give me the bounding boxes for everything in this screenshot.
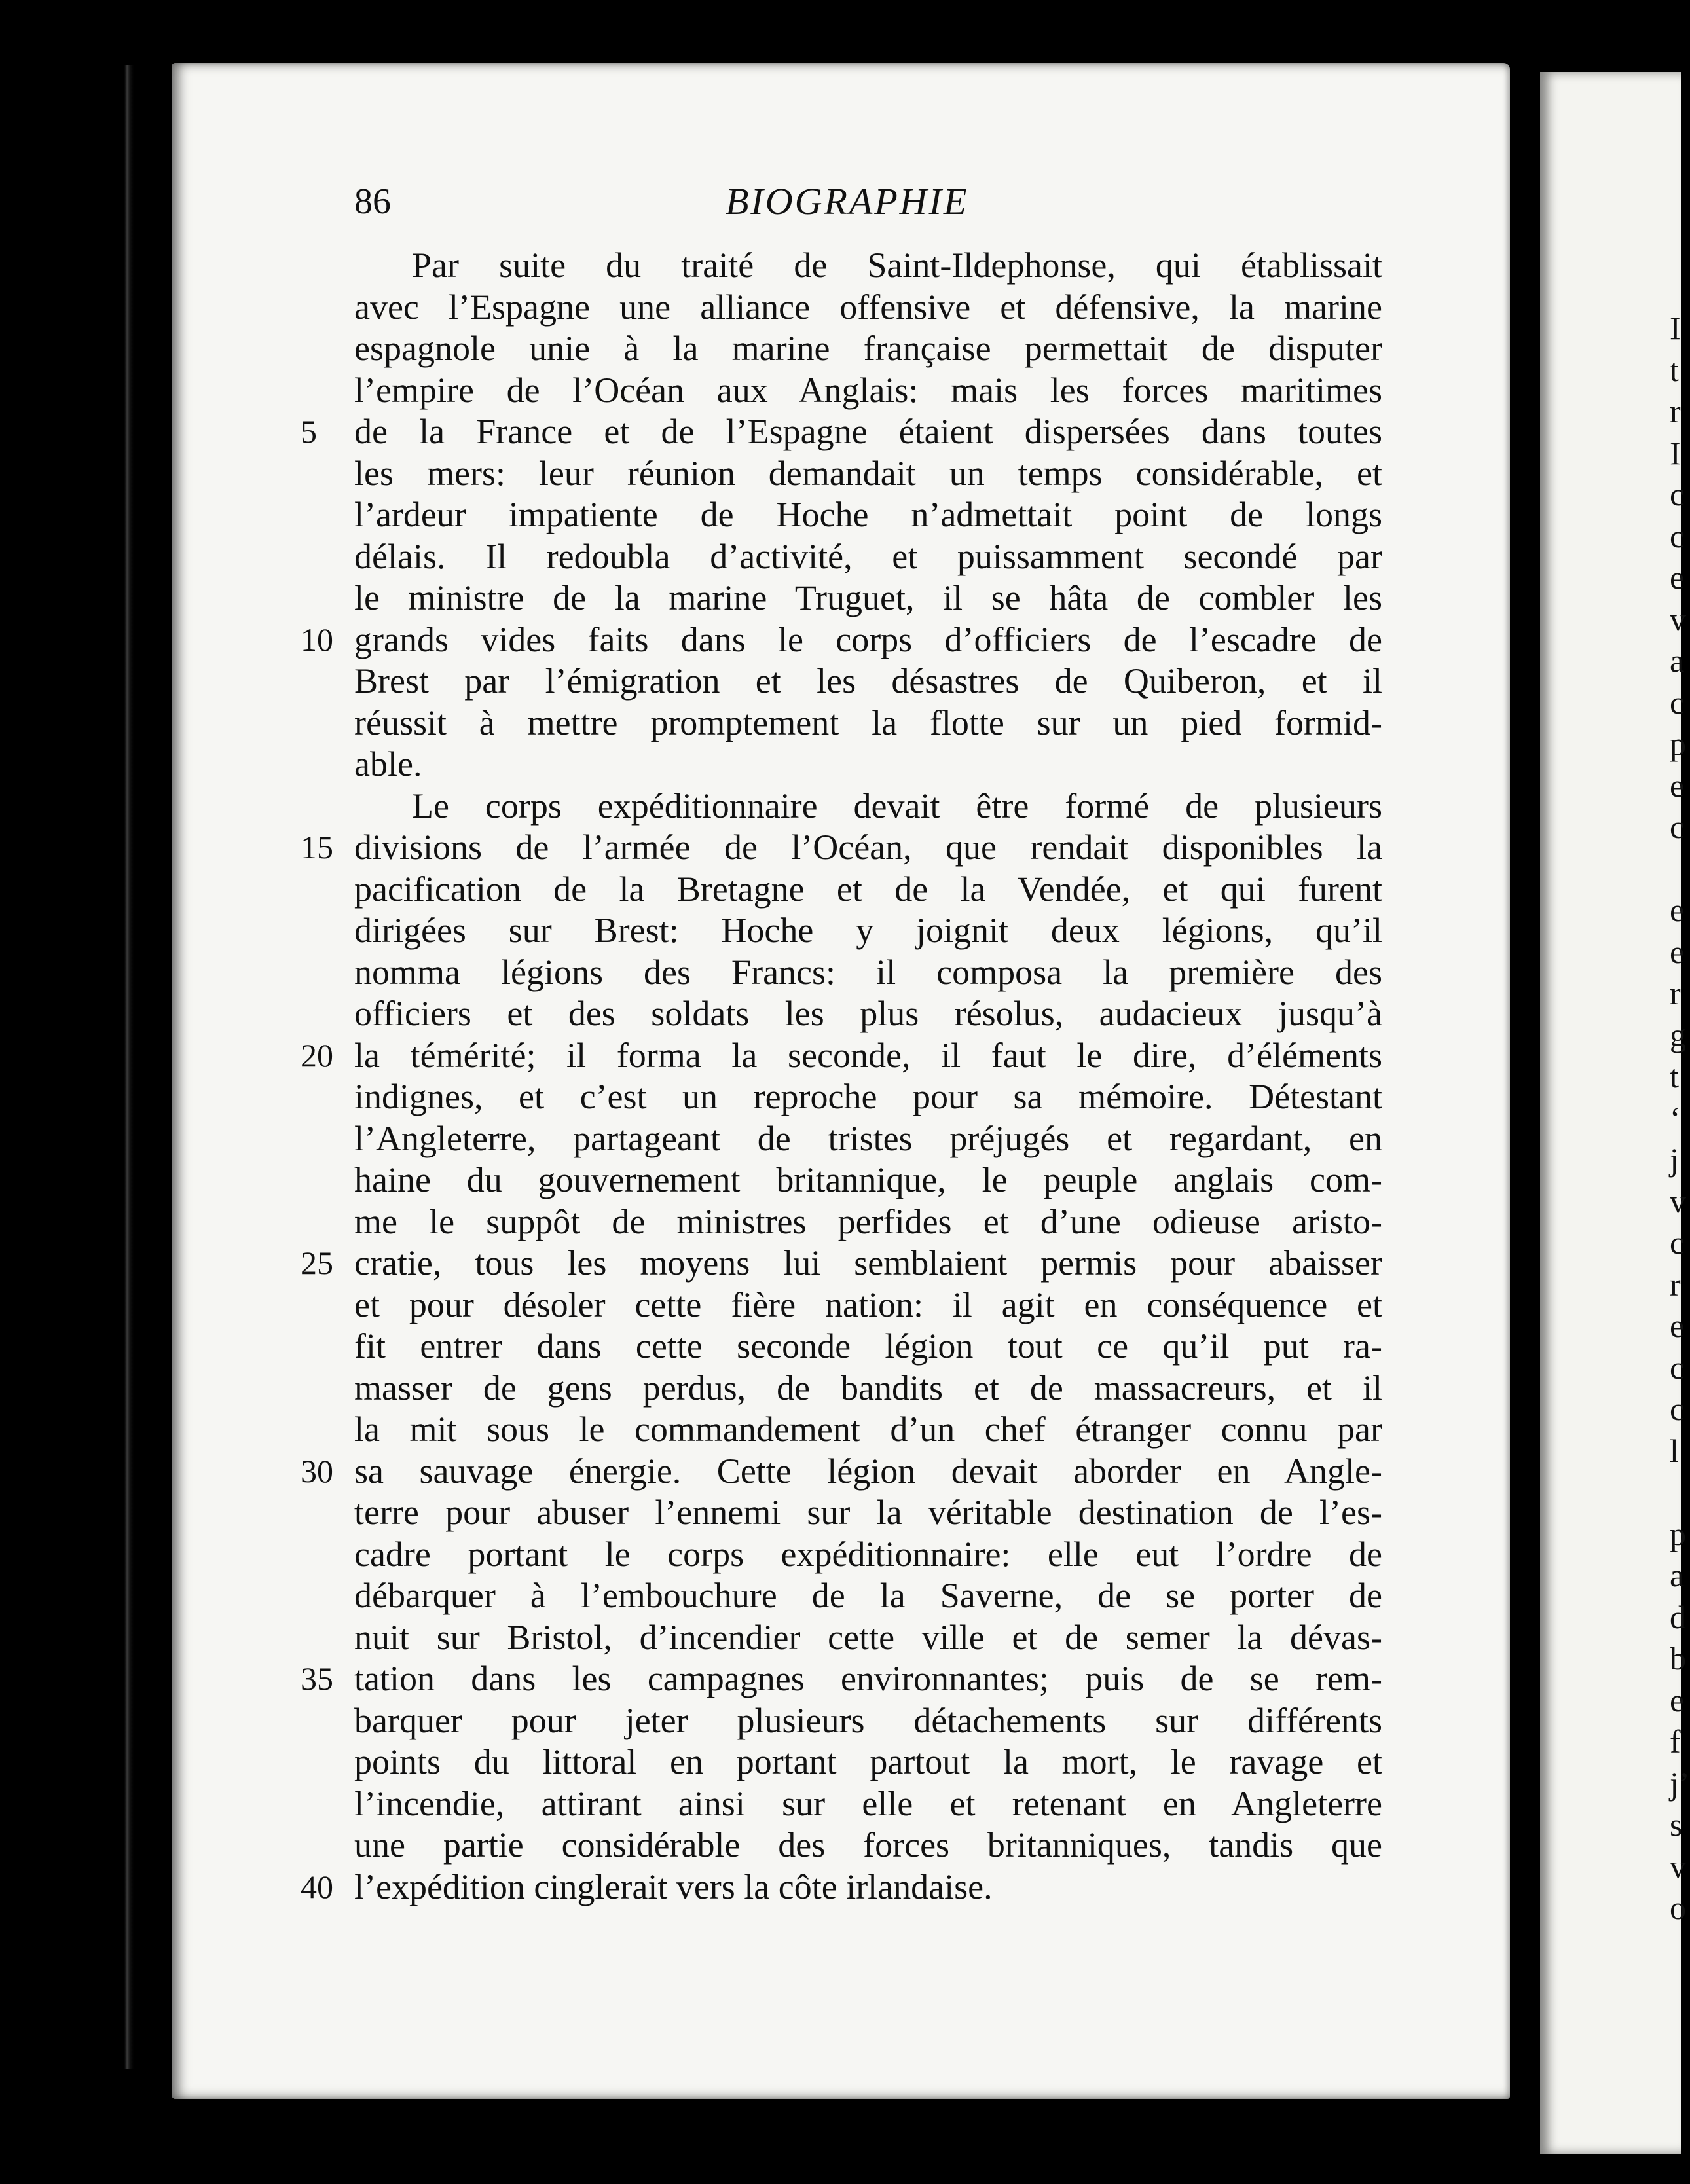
line-text: l’expédition cinglerait vers la côte irlandaise. bbox=[354, 1866, 993, 1906]
line-text: nomma légions des Francs: il composa la première des bbox=[354, 952, 1382, 992]
text-line bbox=[301, 1035, 1382, 1077]
fragment-char: a bbox=[1670, 1557, 1685, 1593]
line-text: de la France et de l’Espagne étaient dispersées dans toutes bbox=[354, 412, 1382, 451]
line-text: et pour désoler cette fière nation: il agit en conséquence et bbox=[354, 1284, 1382, 1324]
text-line bbox=[301, 1866, 1382, 1908]
fragment-char: j’ bbox=[1670, 1764, 1690, 1802]
text-line bbox=[354, 1741, 1382, 1783]
line-text: masser de gens perdus, de bandits et de massacreurs, et il bbox=[354, 1368, 1382, 1408]
text-line bbox=[354, 494, 1382, 536]
fragment-char: e bbox=[1670, 559, 1685, 596]
line-text: sa sauvage énergie. Cette légion devait aborder en Angle- bbox=[354, 1451, 1382, 1491]
line-text: fit entrer dans cette seconde légion tout ce qu’il put ra- bbox=[354, 1326, 1382, 1366]
text-line bbox=[354, 1617, 1382, 1659]
line-text: barquer pour jeter plusieurs détachements sur différents bbox=[354, 1700, 1382, 1740]
fragment-char: c bbox=[1670, 1391, 1685, 1427]
line-text: réussit à mettre promptement la flotte sur un pied formid- bbox=[354, 702, 1382, 742]
text-line bbox=[354, 786, 1382, 828]
fragment-char: g bbox=[1670, 1016, 1686, 1053]
text-line bbox=[354, 702, 1382, 744]
line-text: grands vides faits dans le corps d’officiers de l’escadre de bbox=[354, 619, 1382, 659]
text-line bbox=[354, 1284, 1382, 1326]
line-text: l’incendie, attirant ainsi sur elle et retenant en Angleterre bbox=[354, 1783, 1382, 1823]
text-line bbox=[354, 1326, 1382, 1368]
fragment-char: c bbox=[1670, 809, 1685, 845]
text-line bbox=[301, 1451, 1382, 1493]
line-text: dirigées sur Brest: Hoche y joignit deux légions, qu’il bbox=[354, 911, 1382, 950]
text-line bbox=[354, 328, 1382, 370]
fragment-char: c bbox=[1670, 1224, 1685, 1261]
fragment-char: f bbox=[1670, 1723, 1681, 1760]
fragment-char: d bbox=[1670, 1598, 1686, 1635]
fragment-char: b bbox=[1670, 1640, 1686, 1677]
line-text: la mit sous le commandement d’un chef étranger connu par bbox=[354, 1410, 1382, 1449]
text-line bbox=[354, 370, 1382, 412]
fragment-char: c bbox=[1670, 1349, 1685, 1386]
text-line bbox=[354, 869, 1382, 911]
line-text: la témérité; il forma la seconde, il faut le dire, d’éléments bbox=[354, 1035, 1382, 1075]
fragment-char: c bbox=[1670, 517, 1685, 555]
line-text: able. bbox=[354, 744, 422, 784]
line-number: 25 bbox=[301, 1245, 333, 1281]
text-line bbox=[354, 536, 1382, 578]
line-number: 40 bbox=[301, 1868, 333, 1905]
text-line bbox=[301, 827, 1382, 869]
text-line bbox=[354, 1076, 1382, 1118]
text-line bbox=[301, 619, 1382, 661]
text-line bbox=[354, 1783, 1382, 1825]
body-text bbox=[301, 245, 1382, 1908]
line-text: haine du gouvernement britannique, le peuple anglais com- bbox=[354, 1160, 1382, 1199]
text-line bbox=[354, 1825, 1382, 1866]
line-number: 20 bbox=[301, 1036, 333, 1074]
line-text: les mers: leur réunion demandait un temps considérable, et bbox=[354, 453, 1382, 493]
line-text: nuit sur Bristol, d’incendier cette ville et de semer la dévas- bbox=[354, 1617, 1382, 1657]
text-line bbox=[354, 1159, 1382, 1201]
line-text: délais. Il redoubla d’activité, et puissamment secondé par bbox=[354, 536, 1382, 576]
line-number: 10 bbox=[301, 621, 333, 658]
text-line bbox=[354, 744, 1382, 786]
line-text: débarquer à l’embouchure de la Saverne, de se porter de bbox=[354, 1576, 1382, 1615]
text-line bbox=[354, 1534, 1382, 1576]
fragment-char bbox=[1670, 1472, 1681, 1514]
text-line bbox=[301, 1658, 1382, 1700]
fragment-char: v bbox=[1670, 600, 1686, 638]
text-line bbox=[354, 245, 1382, 287]
text-line bbox=[354, 1575, 1382, 1617]
text-line bbox=[301, 1243, 1382, 1284]
line-text: le ministre de la marine Truguet, il se hâta de combler les bbox=[354, 578, 1382, 617]
text-line bbox=[354, 1492, 1382, 1534]
text-line bbox=[354, 453, 1382, 495]
text-line bbox=[354, 577, 1382, 619]
fragment-char: r bbox=[1670, 975, 1681, 1011]
fragment-char: e bbox=[1670, 933, 1685, 970]
fragment-char: p bbox=[1670, 1515, 1686, 1552]
text-line bbox=[354, 993, 1382, 1035]
fragment-char: a bbox=[1670, 642, 1685, 679]
line-number: 15 bbox=[301, 829, 333, 865]
text-line bbox=[354, 1368, 1382, 1410]
fragment-char: e bbox=[1670, 1307, 1685, 1344]
line-text: cratie, tous les moyens lui semblaient permis pour abaisser bbox=[354, 1243, 1382, 1283]
fragment-char: e bbox=[1670, 1681, 1685, 1719]
line-number: 5 bbox=[301, 413, 317, 450]
scan-background bbox=[0, 0, 124, 2184]
fragment-char: v bbox=[1670, 1847, 1686, 1885]
line-text: Brest par l’émigration et les désastres de Quiberon, et il bbox=[354, 661, 1382, 701]
text-line bbox=[354, 910, 1382, 952]
line-text: Par suite du traité de Saint-Ildephonse, qui établissait bbox=[412, 246, 1382, 285]
page-header bbox=[354, 175, 1467, 228]
line-number: 30 bbox=[301, 1452, 333, 1489]
line-text: Le corps expéditionnaire devait être formé de plusieurs bbox=[412, 786, 1382, 826]
line-text: pacification de la Bretagne et de la Vendée, et qui furent bbox=[354, 869, 1382, 909]
line-number: 35 bbox=[301, 1660, 333, 1697]
book-spine bbox=[124, 65, 134, 2069]
facing-page-edge bbox=[1540, 72, 1690, 2154]
line-text: l’ardeur impatiente de Hoche n’admettait point de longs bbox=[354, 495, 1382, 534]
fragment-char: o bbox=[1670, 1889, 1686, 1926]
fragment-char: p bbox=[1670, 725, 1686, 762]
line-text: indignes, et c’est un reproche pour sa mémoire. Détestant bbox=[354, 1077, 1382, 1116]
fragment-char: I bbox=[1670, 434, 1681, 471]
line-text: tation dans les campagnes environnantes; puis de se rem- bbox=[354, 1659, 1382, 1698]
line-text: me le suppôt de ministres perfides et d’une odieuse aristo- bbox=[354, 1201, 1382, 1241]
fragment-char: c bbox=[1670, 683, 1685, 721]
line-text: une partie considérable des forces britanniques, tandis que bbox=[354, 1825, 1382, 1865]
fragment-char bbox=[1670, 848, 1681, 890]
fragment-char: s bbox=[1670, 1806, 1683, 1843]
fragment-char: r bbox=[1670, 1265, 1681, 1303]
text-line bbox=[354, 287, 1382, 329]
line-text: officiers et des soldats les plus résolus, audacieux jusqu’à bbox=[354, 994, 1382, 1033]
fragment-char: j bbox=[1670, 1141, 1679, 1178]
line-text: terre pour abuser l’ennemi sur la véritable destination de l’es- bbox=[354, 1493, 1382, 1532]
fragment-char: t bbox=[1670, 1058, 1679, 1095]
text-line bbox=[354, 1118, 1382, 1160]
fragment-char: ‘ bbox=[1670, 1099, 1681, 1137]
line-text: l’empire de l’Océan aux Anglais: mais les forces maritimes bbox=[354, 370, 1382, 410]
line-text: cadre portant le corps expéditionnaire: elle eut l’ordre de bbox=[354, 1534, 1382, 1574]
line-text: l’Angleterre, partageant de tristes préjugés et regardant, en bbox=[354, 1118, 1382, 1158]
line-text: espagnole unie à la marine française permettait de disputer bbox=[354, 329, 1382, 368]
line-text: divisions de l’armée de l’Océan, que rendait disponibles la bbox=[354, 828, 1382, 867]
text-line bbox=[354, 1201, 1382, 1243]
text-line bbox=[354, 952, 1382, 994]
fragment-char: v bbox=[1670, 1182, 1686, 1220]
fragment-char: c bbox=[1670, 476, 1685, 513]
running-title: BIOGRAPHIE bbox=[726, 180, 969, 223]
text-line bbox=[354, 661, 1382, 702]
fragment-char: e bbox=[1670, 767, 1685, 804]
fragment-char: t bbox=[1670, 351, 1679, 388]
line-text: avec l’Espagne une alliance offensive et défensive, la marine bbox=[354, 287, 1382, 327]
page-number: 86 bbox=[354, 181, 391, 222]
fragment-char: I bbox=[1670, 310, 1681, 346]
fragment-char: l bbox=[1670, 1432, 1679, 1469]
facing-page-text-fragment bbox=[1670, 308, 1690, 1929]
fragment-char: r bbox=[1670, 393, 1681, 429]
line-text: points du littoral en portant partout la mort, le ravage et bbox=[354, 1742, 1382, 1781]
text-line bbox=[301, 411, 1382, 453]
text-line bbox=[354, 1700, 1382, 1742]
text-line bbox=[354, 1409, 1382, 1451]
fragment-char: e bbox=[1670, 892, 1685, 928]
